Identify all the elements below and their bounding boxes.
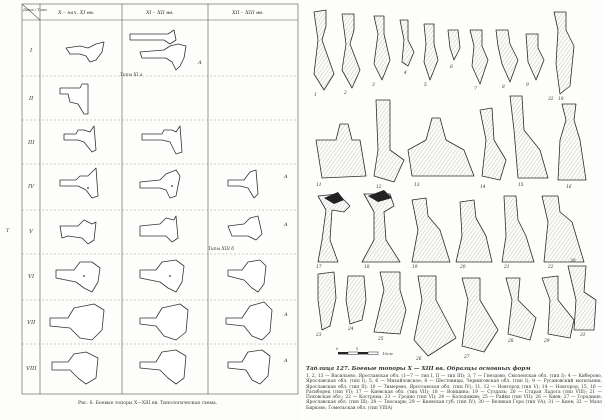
item-number: 29 (544, 339, 550, 344)
axe-plate (304, 0, 604, 420)
item-number: 30 (570, 259, 576, 264)
item-number: 8 (502, 85, 505, 90)
variant-label: А (284, 312, 288, 318)
item-number: 1 (314, 93, 317, 98)
item-number: 21 (504, 265, 510, 270)
type-note: Типы XI а (120, 73, 143, 78)
item-number: 9 (526, 83, 529, 88)
variant-label: А (284, 174, 288, 180)
item-number: 17 (316, 265, 322, 270)
scale-label: 10см (382, 351, 393, 356)
column-header-1: X – нач. XI вв. (58, 10, 95, 16)
plate-caption: 1, 2, 13 — Васильево, Ярославская обл. (1—7 — тип I, II — тип III); 3, 7 — Гнездово, Смоленская обл. (тип I); 4 — Киберово, Ярославская обл. (тип I); 5, 6 — Михайловское; 8 — Шестовицы, Черниговская обл. (тип I); 9 — Русановский могильник, Ярославская обл. (тип II); 10 — Тимерево, Ярославская обл. (тип IV); 11, 12 — Новгород (тип V); 14 — Новгород; 15, 16 — Ратиборец (тип VI); 17 — Киевская обл. (тип VII); 18 — Воищина; 19 — Суздаль; 20 — Старая Ладога (тип VIII); 21 — Псковская обл.; 22 — Кострома; 23 — Гродно (тип VI); 24 — Колодяжин; 25 — Райки (тип VII); 26 — Киев; 27 — Городище, Ярославская обл. (тип III); 28 — Тиосаари; 29 — Киевская губ. (тип IV); 30 — Великая Гора (тип VA); 31 — Киев; 32 — Мало Бирково, Гомельская обл. (тип VIIIA) (306, 374, 602, 411)
item-number: 24 (348, 327, 354, 332)
row-label: II (29, 96, 34, 102)
plate-title: Таблица 127. Боевые топоры X — XIII вв. Образцы основных форм (306, 366, 531, 372)
item-number: 19 (412, 265, 418, 270)
item-number: 26 (416, 357, 422, 362)
item-number: 13 (414, 183, 420, 188)
type-note: Типы XIII б (208, 247, 234, 252)
item-number: 32 (548, 97, 554, 102)
row-label: I (30, 48, 33, 54)
item-number: 22 (548, 265, 554, 270)
item-number: 6 (450, 65, 453, 70)
scale-bar (336, 347, 393, 356)
item-number: 15 (518, 183, 524, 188)
variant-label: А (198, 60, 202, 66)
item-number: 23 (316, 333, 322, 338)
variant-label: А (284, 222, 288, 228)
item-number: 31 (580, 333, 586, 338)
item-number: 27 (464, 355, 470, 360)
item-number: 18 (364, 265, 370, 270)
right-page (304, 0, 604, 420)
row-label: V (29, 229, 33, 235)
item-number: 16 (566, 185, 572, 190)
variant-label: А (284, 358, 288, 364)
header-corner: Дата / Типы (23, 8, 48, 12)
item-number: 5 (424, 83, 427, 88)
item-number: 7 (474, 87, 477, 92)
row-label: IV (28, 184, 35, 190)
item-number: 3 (372, 83, 375, 88)
row-label: VII (27, 320, 36, 326)
item-number: 10 (558, 97, 564, 102)
item-number: 4 (404, 71, 407, 76)
item-number: 11 (316, 183, 322, 188)
row-label: VIII (26, 366, 37, 372)
item-number: 25 (378, 337, 384, 342)
side-label: Т (6, 228, 10, 234)
item-number: 2 (344, 91, 347, 96)
scale-tick: 5 (356, 347, 359, 351)
row-label: III (28, 140, 35, 146)
column-header-3: XII – XIII вв. (232, 10, 264, 16)
item-number: 14 (480, 185, 486, 190)
figure-caption: Рис. 6. Боевые топоры X—XIII вв. Типологическая схема. (78, 401, 218, 406)
item-number: 28 (508, 339, 514, 344)
item-number: 20 (460, 265, 466, 270)
scale-tick: 0 (336, 347, 339, 351)
item-number: 12 (376, 185, 382, 190)
column-header-2: XI – XII вв. (146, 10, 174, 16)
row-label: VI (28, 274, 35, 280)
